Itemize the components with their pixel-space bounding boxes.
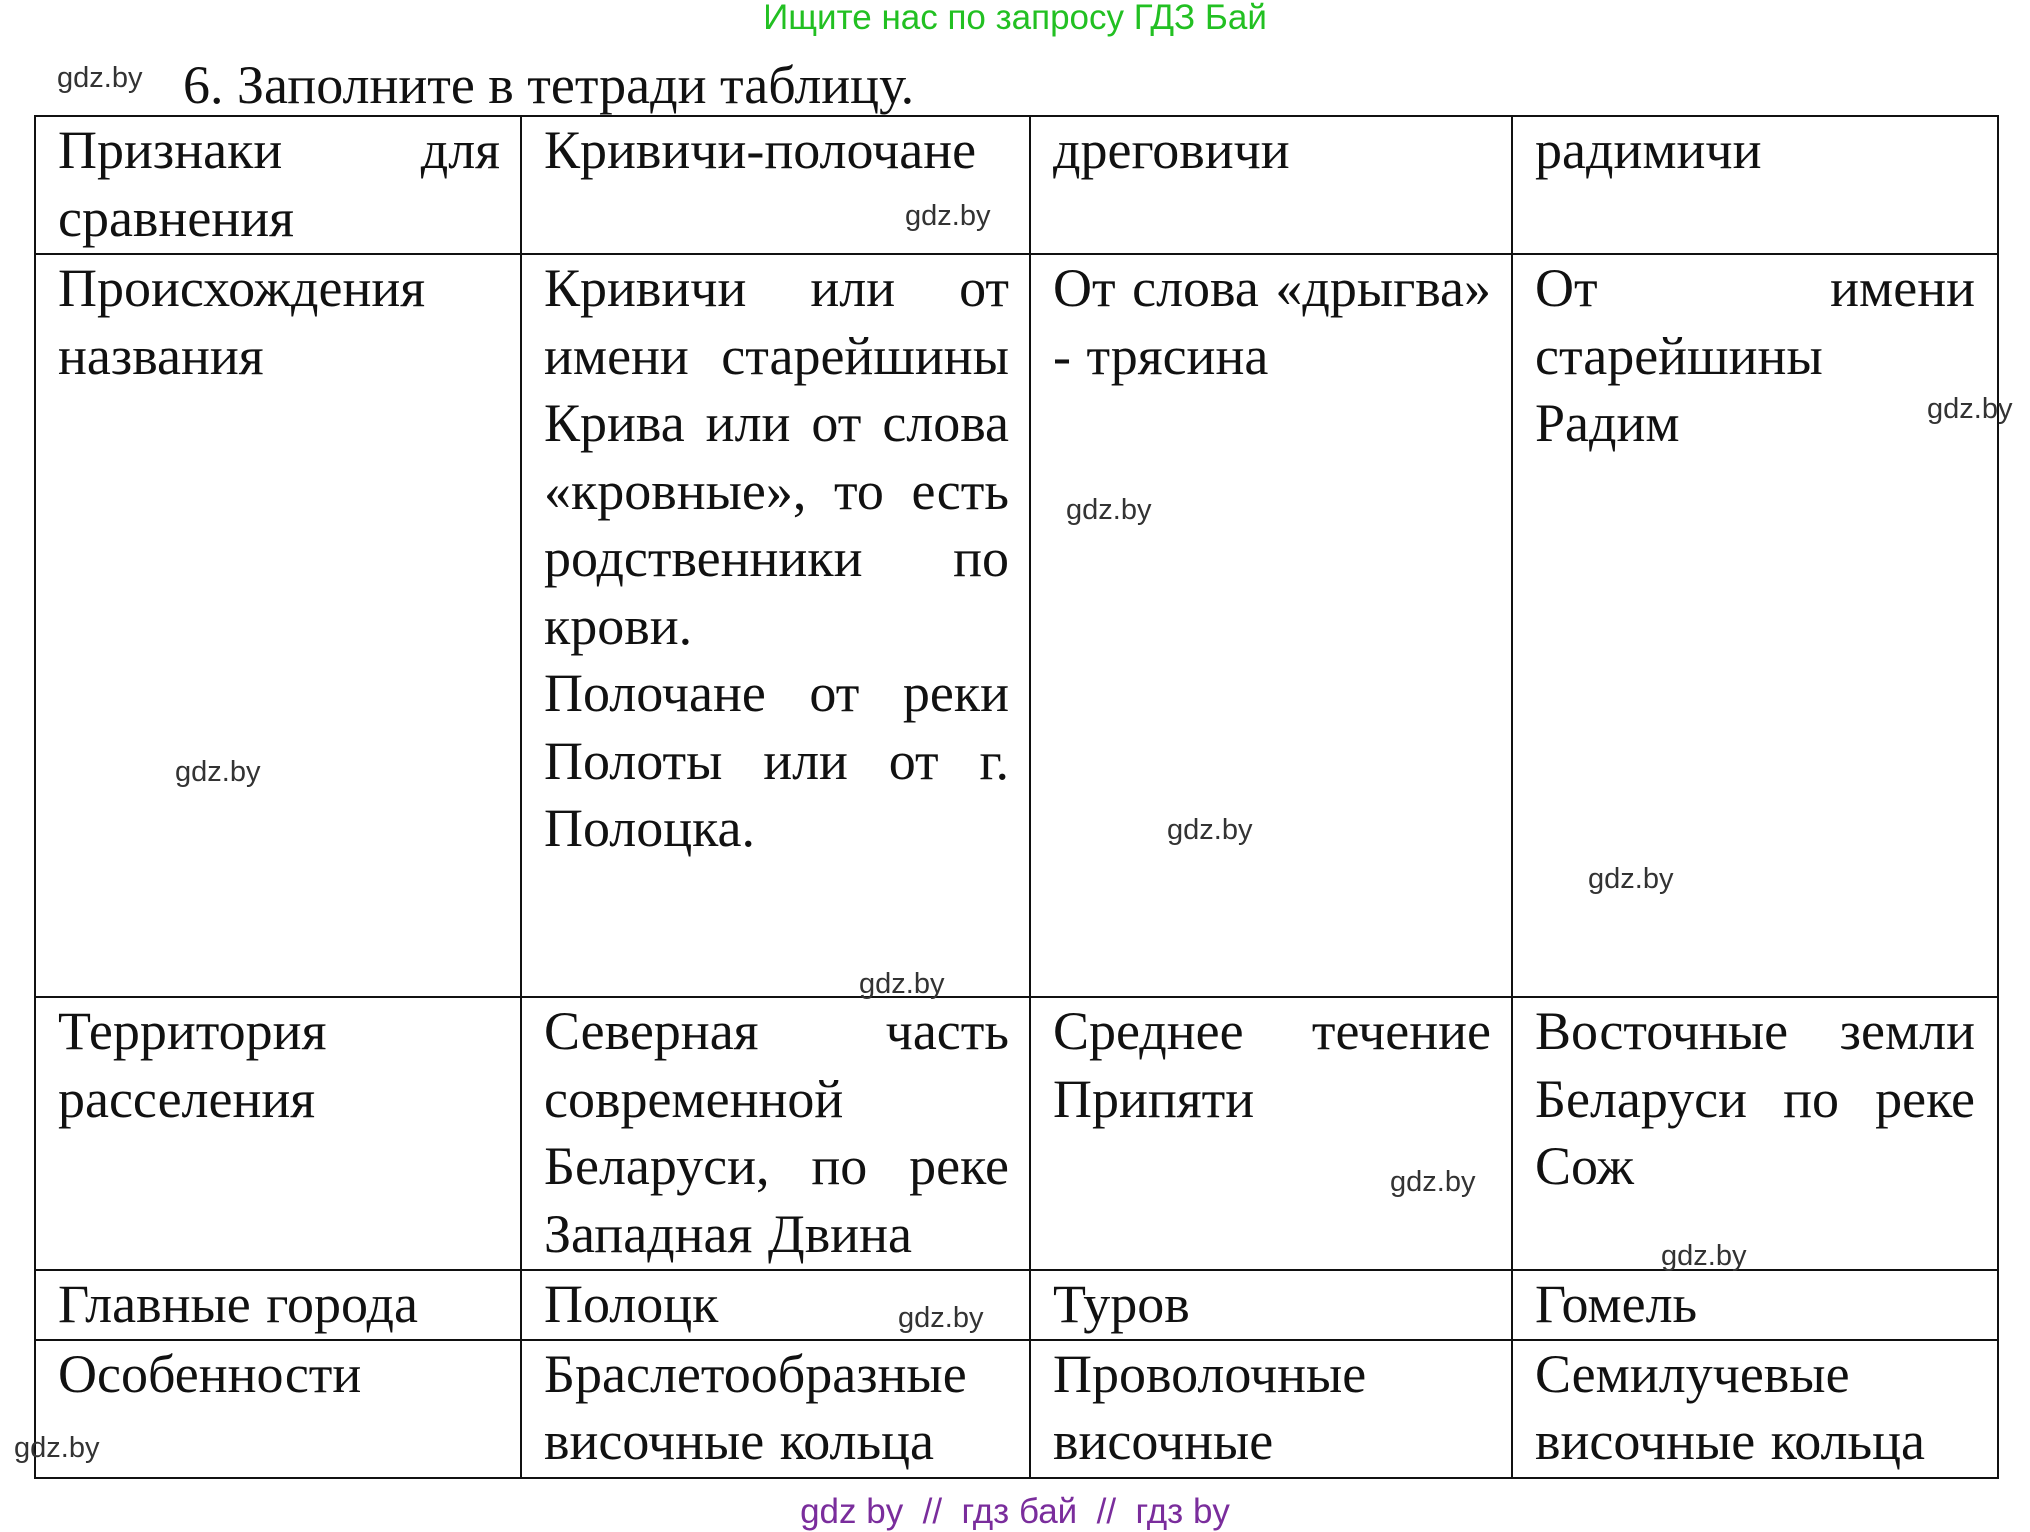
header-cell-radimichi: радимичи	[1512, 116, 1998, 254]
watermark: gdz.by	[1927, 393, 2013, 425]
cell-features-krivichi: Браслетообразные височные кольца	[521, 1340, 1030, 1478]
table-row	[35, 254, 1998, 997]
cell-origin-krivichi-text: Кривичи или от имени старейшины Крива или от слова «кровные», то есть родственники по крови.	[544, 258, 1009, 656]
watermark: gdz.by	[57, 62, 143, 94]
table-row	[35, 1270, 1998, 1340]
cell-cities-radimichi: Гомель	[1512, 1270, 1998, 1340]
watermark: gdz.by	[175, 756, 261, 788]
watermark: gdz.by	[898, 1302, 984, 1334]
cell-features-radimichi: Семилучевые височные кольца	[1512, 1340, 1998, 1478]
cell-origin-radimichi: От имени старейшины Радим	[1512, 254, 1998, 997]
header-cell-dregovichi: дреговичи	[1030, 116, 1512, 254]
row-label-cities: Главные города	[35, 1270, 521, 1340]
top-banner[interactable]: Ищите нас по запросу ГДЗ Бай	[763, 0, 1267, 37]
header-cell-krivichi: Кривичи-полочане	[521, 116, 1030, 254]
cell-cities-dregovichi: Туров	[1030, 1270, 1512, 1340]
cell-territory-krivichi: Северная часть современной Беларуси, по реке Западная Двина	[521, 997, 1030, 1270]
cell-features-dregovichi: Проволочные височные	[1030, 1340, 1512, 1478]
comparison-table	[34, 115, 1999, 1479]
watermark: gdz.by	[1390, 1166, 1476, 1198]
cell-territory-radimichi: Восточные земли Беларуси по реке Сож	[1512, 997, 1998, 1270]
watermark: gdz.by	[1066, 494, 1152, 526]
footer-links[interactable]: gdz by // гдз бай // гдз by	[800, 1492, 1230, 1531]
task-title: 6. Заполните в тетради таблицу.	[183, 55, 915, 115]
row-label-territory: Территория расселения	[35, 997, 521, 1270]
row-label-origin: Происхождения названия	[35, 254, 521, 997]
table-row	[35, 997, 1998, 1270]
watermark: gdz.by	[1661, 1240, 1747, 1272]
cell-origin-krivichi	[521, 254, 1030, 997]
watermark: gdz.by	[905, 200, 991, 232]
cell-origin-polochane-text: Полочане от реки Полоты или от г. Полоцка.	[544, 663, 1009, 858]
header-cell-criteria: Признаки для сравнения	[35, 116, 521, 254]
cell-origin-dregovichi: От слова «дрыгва» - трясина	[1030, 254, 1512, 997]
watermark: gdz.by	[1167, 814, 1253, 846]
watermark: gdz.by	[1588, 863, 1674, 895]
cell-cities-krivichi: Полоцк	[521, 1270, 1030, 1340]
cell-territory-dregovichi: Среднее течение Припяти	[1030, 997, 1512, 1270]
row-label-features: Особенности	[35, 1340, 521, 1478]
table-row	[35, 1340, 1998, 1478]
table-header-row	[35, 116, 1998, 254]
watermark: gdz.by	[859, 968, 945, 1000]
watermark: gdz.by	[14, 1432, 100, 1464]
